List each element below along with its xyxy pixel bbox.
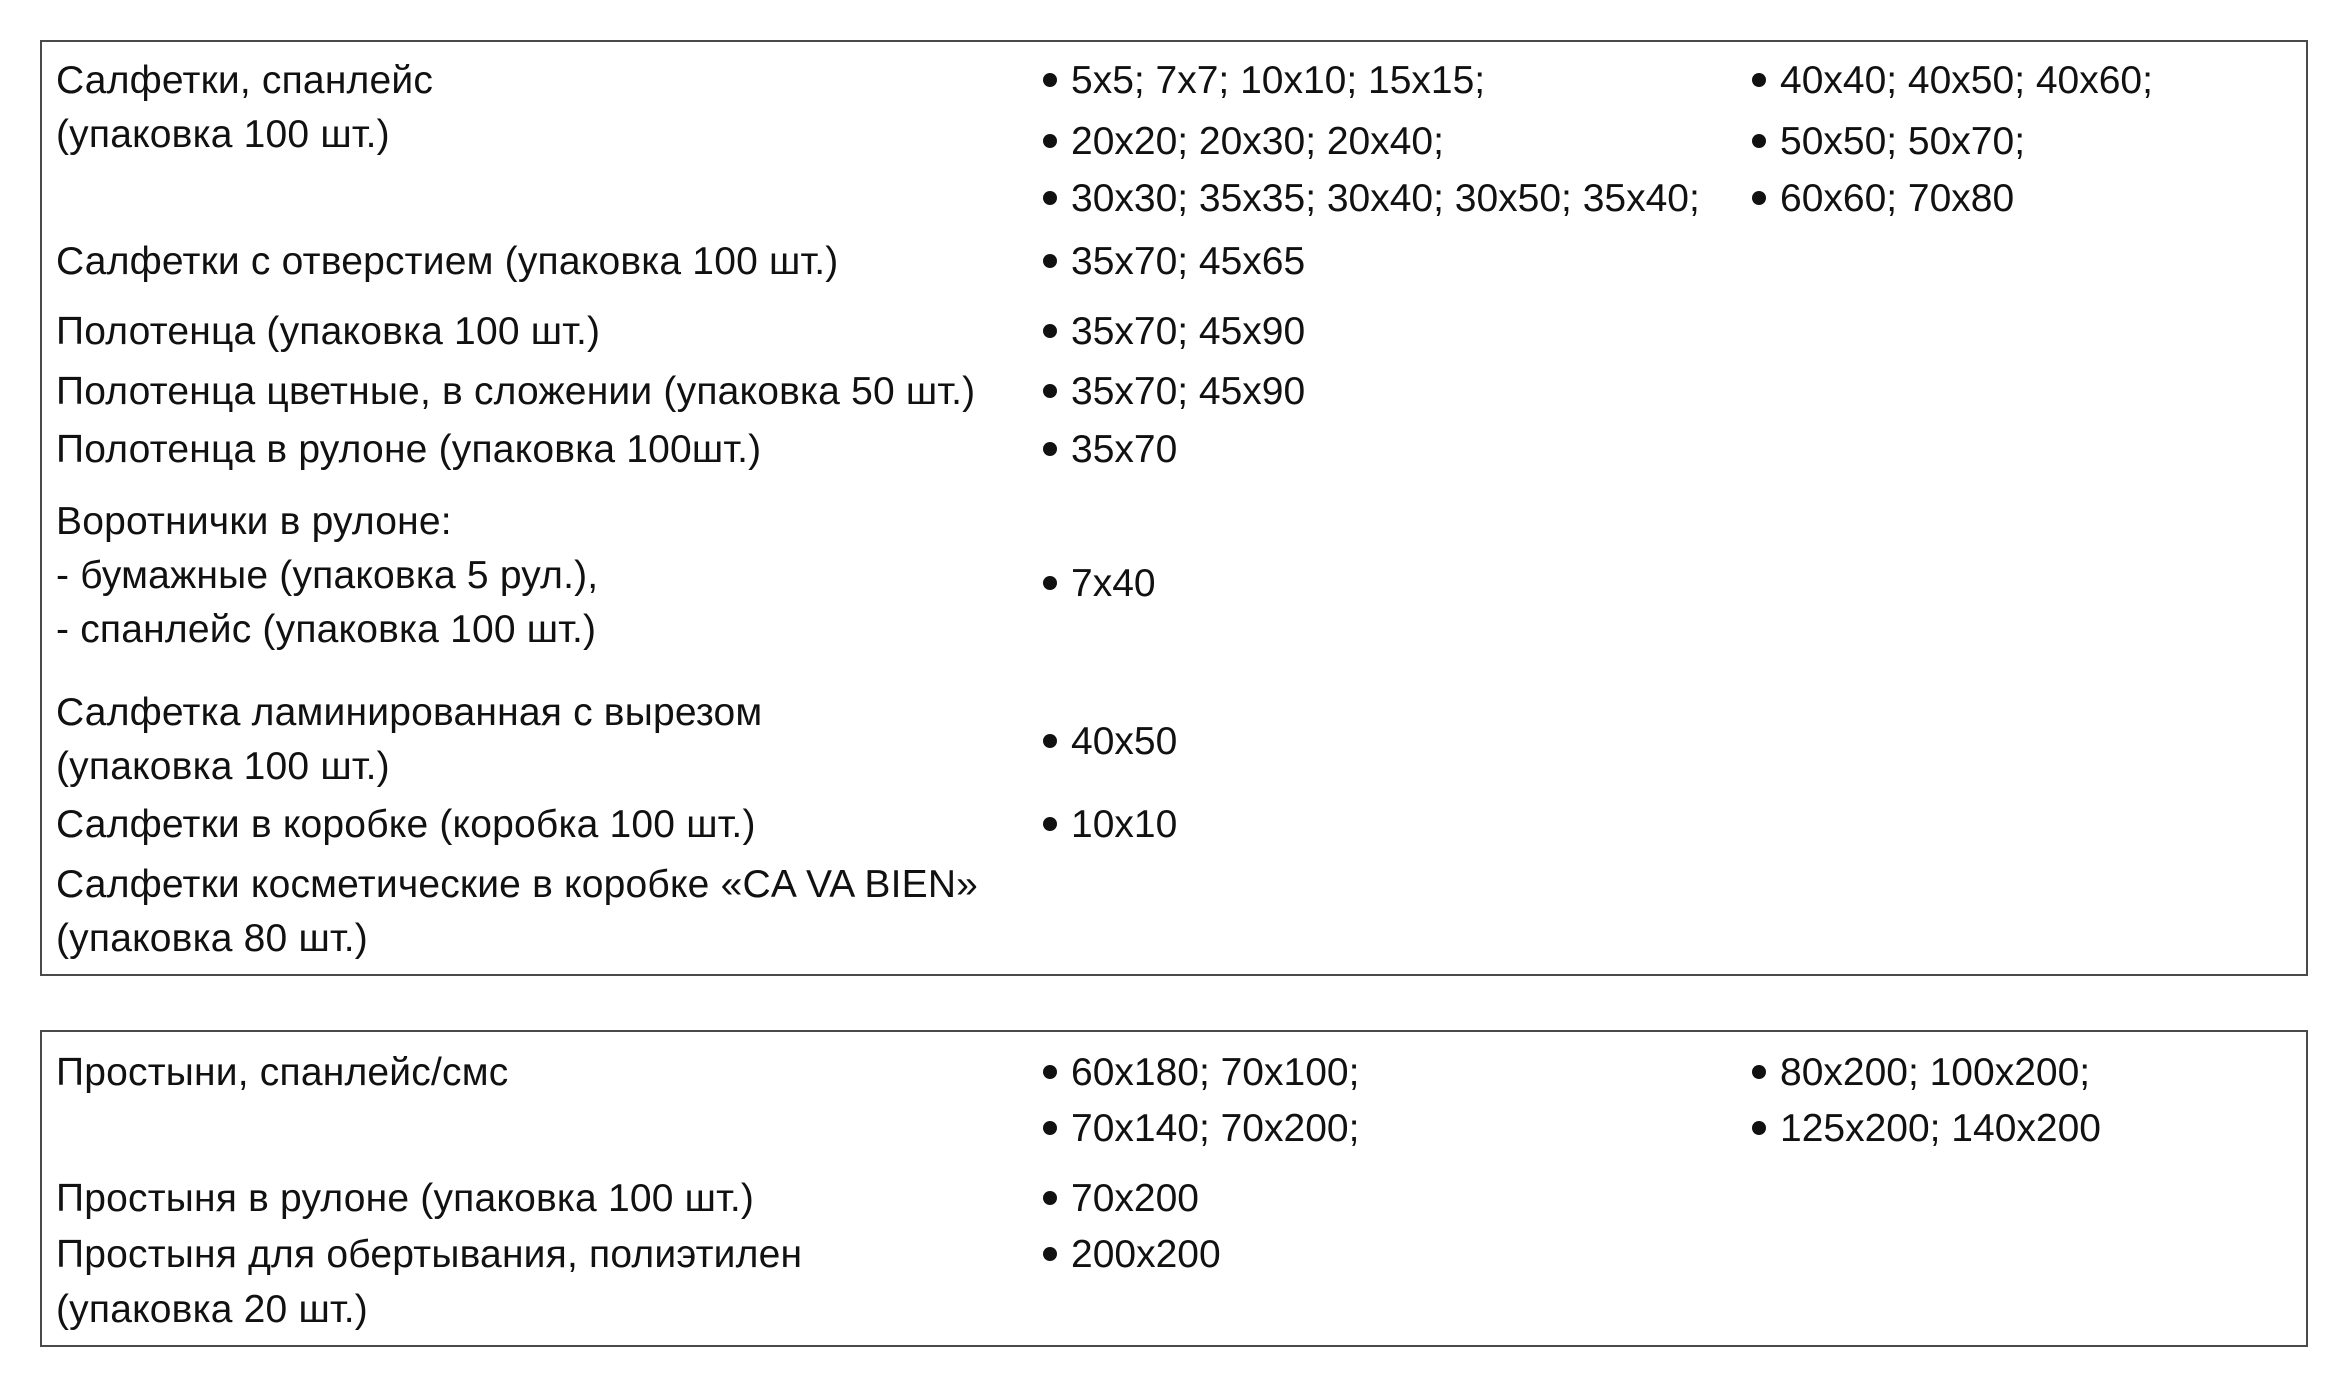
product-name: Полотенца цветные, в сложении (упаковка 50 шт.) <box>56 370 976 413</box>
bullet-icon <box>1043 384 1057 398</box>
product-name: (упаковка 80 шт.) <box>56 917 368 960</box>
size-list-item: 30х30; 35х35; 30х40; 30х50; 35х40; <box>1043 172 1700 226</box>
bullet-icon <box>1043 324 1057 338</box>
size-list-item: 200х200 <box>1043 1228 1221 1282</box>
bullet-icon <box>1752 1065 1766 1079</box>
size-list-item: 35х70; 45х65 <box>1043 235 1305 289</box>
bullet-icon <box>1043 1065 1057 1079</box>
product-name: - спанлейс (упаковка 100 шт.) <box>56 608 597 651</box>
bullet-icon <box>1752 1121 1766 1135</box>
bullet-icon <box>1043 442 1057 456</box>
product-name: Салфетки в коробке (коробка 100 шт.) <box>56 803 756 846</box>
product-name: Простыня в рулоне (упаковка 100 шт.) <box>56 1177 755 1220</box>
bullet-icon <box>1043 134 1057 148</box>
size-list-item: 70х140; 70х200; <box>1043 1102 1359 1156</box>
size-list-item: 60х180; 70х100; <box>1043 1046 1359 1100</box>
product-name: Салфетка ламинированная с вырезом <box>56 691 763 734</box>
size-list-item: 35х70; 45х90 <box>1043 305 1305 359</box>
bullet-icon <box>1043 1121 1057 1135</box>
size-list-item: 40х40; 40х50; 40х60; <box>1752 54 2153 108</box>
product-name: Воротнички в рулоне: <box>56 500 452 543</box>
bullet-icon <box>1752 73 1766 87</box>
product-name: (упаковка 20 шт.) <box>56 1288 368 1331</box>
size-list-item: 35х70; 45х90 <box>1043 365 1305 419</box>
size-list-item: 35х70 <box>1043 423 1177 477</box>
bullet-icon <box>1043 191 1057 205</box>
product-name: (упаковка 100 шт.) <box>56 113 390 156</box>
product-name: Салфетки с отверстием (упаковка 100 шт.) <box>56 240 839 283</box>
size-list-item: 50х50; 50х70; <box>1752 115 2025 169</box>
bullet-icon <box>1752 191 1766 205</box>
bullet-icon <box>1043 1247 1057 1261</box>
product-name: Салфетки косметические в коробке «CA VA BIEN» <box>56 863 979 906</box>
bullet-icon <box>1752 134 1766 148</box>
size-list-item: 5х5; 7х7; 10х10; 15х15; <box>1043 54 1485 108</box>
bullet-icon <box>1043 734 1057 748</box>
bullet-icon <box>1043 1191 1057 1205</box>
size-list-item: 20х20; 20х30; 20х40; <box>1043 115 1444 169</box>
product-name: Простыня для обертывания, полиэтилен <box>56 1233 803 1276</box>
product-name: Простыни, спанлейс/смс <box>56 1051 509 1094</box>
size-list-item: 10х10 <box>1043 798 1177 852</box>
product-name: Полотенца в рулоне (упаковка 100шт.) <box>56 428 762 471</box>
bullet-icon <box>1043 254 1057 268</box>
product-name: Полотенца (упаковка 100 шт.) <box>56 310 601 353</box>
size-list-item: 70х200 <box>1043 1172 1199 1226</box>
size-list-item: 7х40 <box>1043 557 1156 611</box>
size-list-item: 60х60; 70х80 <box>1752 172 2014 226</box>
bullet-icon <box>1043 576 1057 590</box>
bullet-icon <box>1043 817 1057 831</box>
size-list-item: 80х200; 100х200; <box>1752 1046 2090 1100</box>
size-list-item: 125х200; 140х200 <box>1752 1102 2101 1156</box>
size-list-item: 40х50 <box>1043 715 1177 769</box>
product-name: (упаковка 100 шт.) <box>56 745 390 788</box>
bullet-icon <box>1043 73 1057 87</box>
product-name: - бумажные (упаковка 5 рул.), <box>56 554 599 597</box>
product-name: Салфетки, спанлейс <box>56 59 434 102</box>
